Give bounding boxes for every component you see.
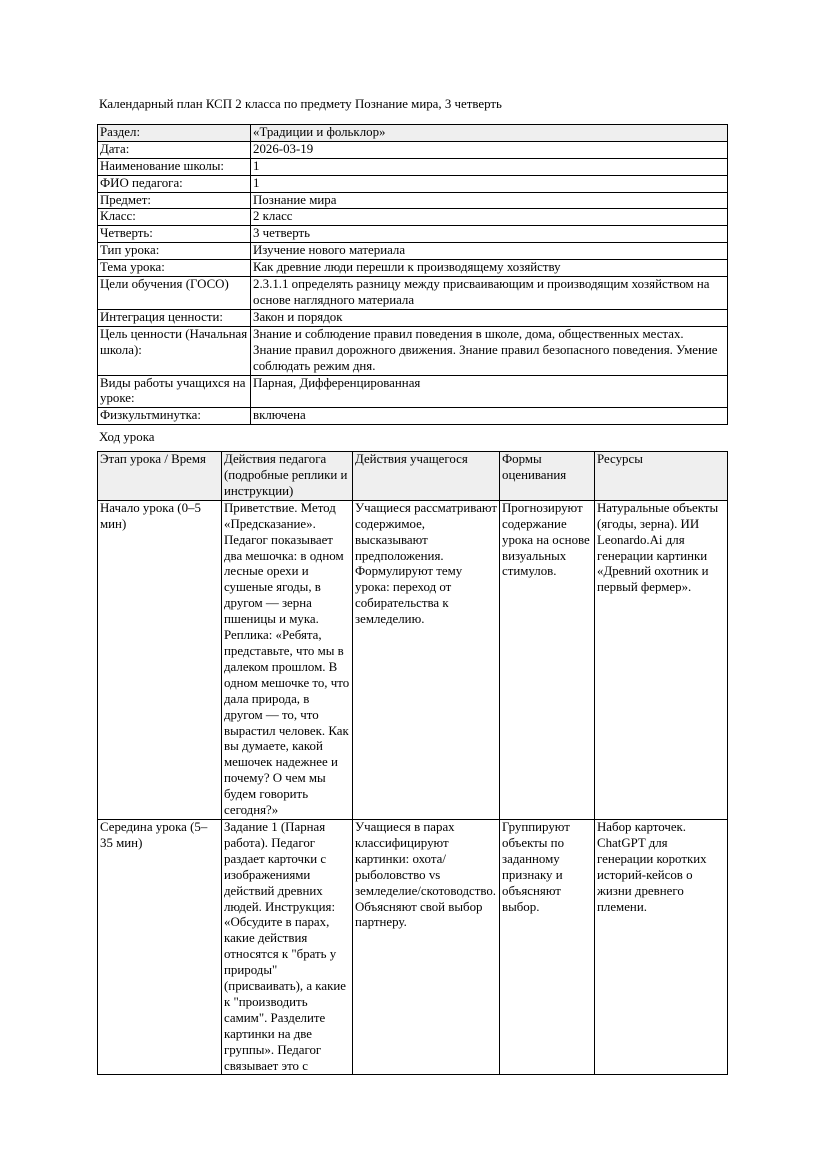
info-value-subject: Познание мира — [251, 192, 728, 209]
info-label-teacher: ФИО педагога: — [98, 175, 251, 192]
info-label-goals: Цели обучения (ГОСО) — [98, 277, 251, 310]
lesson-info-table — [97, 124, 728, 425]
assessment-cell: Группируют объекты по заданному признаку и объясняют выбор. — [500, 819, 595, 1075]
table-row — [98, 277, 728, 310]
stage-cell: Начало урока (0–5 мин) — [98, 500, 222, 819]
info-label-values-integration: Интеграция ценности: — [98, 309, 251, 326]
col-header-teacher-actions: Действия педагога (подробные реплики и инструкции) — [222, 452, 353, 501]
table-row — [98, 141, 728, 158]
info-label-values-goal: Цель ценности (Начальная школа): — [98, 326, 251, 375]
col-header-assessment: Формы оценивания — [500, 452, 595, 501]
table-row — [98, 158, 728, 175]
table-row — [98, 408, 728, 425]
col-header-student-actions: Действия учащегося — [353, 452, 500, 501]
info-label-razdel: Раздел: — [98, 124, 251, 141]
teacher-actions-cell: Задание 1 (Парная работа). Педагог раздает карточки с изображениями действий древних людей. Инструкция: «Обсудите в парах, какие действия относятся к "брать у природы" (присваивать), а какие к "производить самим". Разделите картинки на две группы». Педагог связывает это с — [222, 819, 353, 1075]
table-row — [98, 175, 728, 192]
table-row — [98, 243, 728, 260]
page-title: Календарный план КСП 2 класса по предмету Познание мира, 3 четверть — [99, 97, 502, 111]
info-value-lesson-topic: Как древние люди перешли к производящему хозяйству — [251, 260, 728, 277]
info-label-lesson-topic: Тема урока: — [98, 260, 251, 277]
col-header-resources: Ресурсы — [595, 452, 728, 501]
info-value-teacher: 1 — [251, 175, 728, 192]
section-label-lesson-flow: Ход урока — [99, 430, 155, 445]
table-row — [98, 309, 728, 326]
info-value-lesson-type: Изучение нового материала — [251, 243, 728, 260]
table-row-lesson-start — [98, 500, 728, 819]
table-row — [98, 226, 728, 243]
info-label-school: Наименование школы: — [98, 158, 251, 175]
info-label-lesson-type: Тип урока: — [98, 243, 251, 260]
document-page — [97, 97, 727, 1075]
info-value-goals: 2.3.1.1 определять разницу между присваивающим и производящим хозяйством на основе наглядного материала — [251, 277, 728, 310]
col-header-stage: Этап урока / Время — [98, 452, 222, 501]
table-row — [98, 209, 728, 226]
info-value-phys-minute: включена — [251, 408, 728, 425]
table-row-lesson-middle — [98, 819, 728, 1075]
info-value-school: 1 — [251, 158, 728, 175]
table-row — [98, 326, 728, 375]
info-label-phys-minute: Физкультминутка: — [98, 408, 251, 425]
table-row — [98, 260, 728, 277]
info-label-date: Дата: — [98, 141, 251, 158]
lesson-flow-table — [97, 451, 728, 1075]
resources-cell: Набор карточек. ChatGPT для генерации коротких историй-кейсов о жизни древнего племени. — [595, 819, 728, 1075]
info-value-razdel: «Традиции и фольклор» — [251, 124, 728, 141]
info-value-class: 2 класс — [251, 209, 728, 226]
teacher-actions-cell: Приветствие. Метод «Предсказание». Педагог показывает два мешочка: в одном лесные орехи и сушеные ягоды, в другом — зерна пшеницы и мука. Реплика: «Ребята, представьте, что мы в далеком прошлом. В одном мешочке то, что дала природа, в другом — то, что вырастил человек. Как вы думаете, какой мешочек надежнее и почему? О чем мы будем говорить сегодня?» — [222, 500, 353, 819]
table-row — [98, 124, 728, 141]
assessment-cell: Прогнозируют содержание урока на основе визуальных стимулов. — [500, 500, 595, 819]
info-value-values-goal: Знание и соблюдение правил поведения в школе, дома, общественных местах. Знание правил дорожного движения. Знание правил безопасного поведения. Умение соблюдать режим дня. — [251, 326, 728, 375]
resources-cell: Натуральные объекты (ягоды, зерна). ИИ Leonardo.Ai для генерации картинки «Древний охотник и первый фермер». — [595, 500, 728, 819]
info-value-values-integration: Закон и порядок — [251, 309, 728, 326]
info-label-work-types: Виды работы учащихся на уроке: — [98, 375, 251, 408]
info-value-date: 2026-03-19 — [251, 141, 728, 158]
info-value-quarter: 3 четверть — [251, 226, 728, 243]
table-header-row — [98, 452, 728, 501]
info-label-quarter: Четверть: — [98, 226, 251, 243]
table-row — [98, 192, 728, 209]
stage-cell: Середина урока (5–35 мин) — [98, 819, 222, 1075]
student-actions-cell: Учащиеся рассматривают содержимое, высказывают предположения. Формулируют тему урока: переход от собирательства к земледелию. — [353, 500, 500, 819]
info-value-work-types: Парная, Дифференцированная — [251, 375, 728, 408]
info-label-subject: Предмет: — [98, 192, 251, 209]
student-actions-cell: Учащиеся в парах классифицируют картинки: охота/рыболовство vs земледелие/скотоводство. Объясняют свой выбор партнеру. — [353, 819, 500, 1075]
table-row — [98, 375, 728, 408]
info-label-class: Класс: — [98, 209, 251, 226]
